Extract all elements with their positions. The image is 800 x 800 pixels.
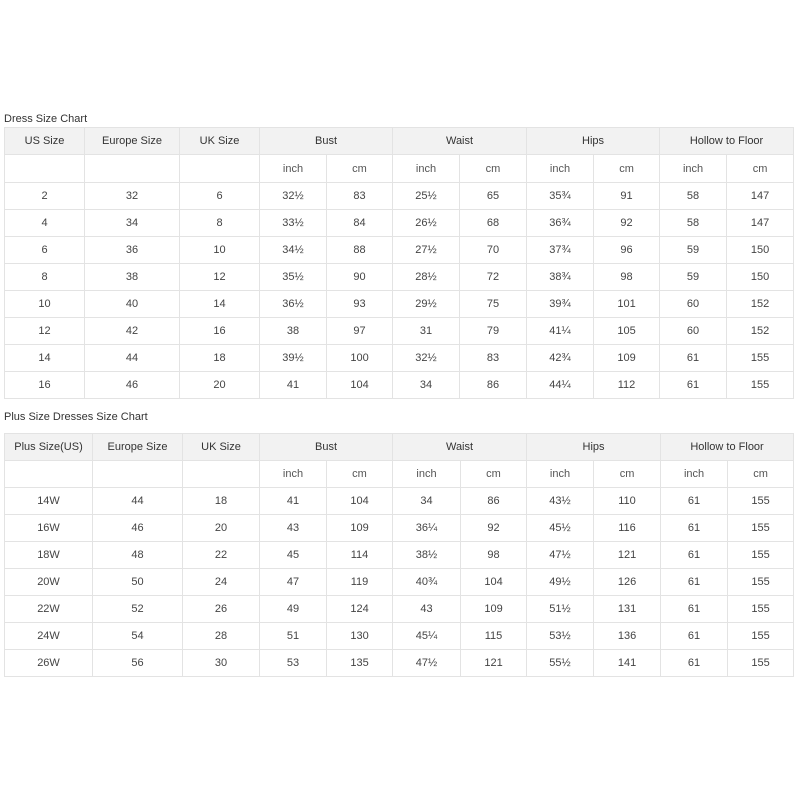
table-cell: 51	[260, 623, 327, 650]
table-row	[5, 650, 794, 677]
table-cell: 20	[180, 372, 260, 399]
table-cell: 38¾	[527, 264, 594, 291]
table-cell: 109	[327, 515, 393, 542]
table-header-row	[5, 128, 794, 155]
table-cell: 92	[594, 210, 660, 237]
table-cell: 32½	[260, 183, 327, 210]
table-cell: 155	[728, 488, 794, 515]
header-bust: Bust	[260, 128, 393, 155]
table-cell: 22	[183, 542, 260, 569]
table-cell: 47	[260, 569, 327, 596]
table-cell: 130	[327, 623, 393, 650]
unit-waist-inch: inch	[393, 155, 460, 183]
table-cell: 34	[85, 210, 180, 237]
table-cell: 22W	[5, 596, 93, 623]
table-cell: 47½	[393, 650, 461, 677]
plus-size-chart-title: Plus Size Dresses Size Chart	[4, 411, 148, 423]
header-hips: Hips	[527, 434, 661, 461]
header-hips: Hips	[527, 128, 660, 155]
table-cell: 93	[327, 291, 393, 318]
table-cell: 41	[260, 372, 327, 399]
header-waist: Waist	[393, 128, 527, 155]
unit-bust-inch: inch	[260, 461, 327, 488]
table-cell: 60	[660, 318, 727, 345]
table-cell: 147	[727, 210, 794, 237]
table-cell: 155	[728, 569, 794, 596]
table-cell: 104	[327, 488, 393, 515]
table-cell: 38	[85, 264, 180, 291]
table-cell: 86	[460, 372, 527, 399]
dress-size-chart-title: Dress Size Chart	[4, 113, 88, 125]
table-row	[5, 291, 794, 318]
table-cell: 131	[594, 596, 661, 623]
unit-floor-inch: inch	[660, 155, 727, 183]
table-row	[5, 345, 794, 372]
table-cell: 51½	[527, 596, 594, 623]
header-europe-size: Europe Size	[85, 128, 180, 155]
table-cell: 36¾	[527, 210, 594, 237]
table-cell: 112	[594, 372, 660, 399]
table-cell: 44	[93, 488, 183, 515]
table-cell: 83	[327, 183, 393, 210]
table-cell: 56	[93, 650, 183, 677]
empty-cell	[183, 461, 260, 488]
table-cell: 18	[183, 488, 260, 515]
table-cell: 28	[183, 623, 260, 650]
table-cell: 61	[661, 596, 728, 623]
table-cell: 49	[260, 596, 327, 623]
table-cell: 86	[461, 488, 527, 515]
table-cell: 16	[180, 318, 260, 345]
table-row	[5, 318, 794, 345]
table-row	[5, 264, 794, 291]
table-cell: 116	[594, 515, 661, 542]
table-cell: 12	[180, 264, 260, 291]
table-cell: 55½	[527, 650, 594, 677]
table-cell: 70	[460, 237, 527, 264]
table-cell: 45	[260, 542, 327, 569]
table-cell: 42¾	[527, 345, 594, 372]
table-unit-row	[5, 155, 794, 183]
table-cell: 2	[5, 183, 85, 210]
table-cell: 110	[594, 488, 661, 515]
table-cell: 155	[728, 596, 794, 623]
header-hollow-to-floor: Hollow to Floor	[661, 434, 794, 461]
table-cell: 36	[85, 237, 180, 264]
table-cell: 121	[461, 650, 527, 677]
table-cell: 46	[85, 372, 180, 399]
table-cell: 84	[327, 210, 393, 237]
table-row	[5, 237, 794, 264]
table-cell: 68	[460, 210, 527, 237]
table-cell: 53½	[527, 623, 594, 650]
table-row	[5, 488, 794, 515]
table-cell: 24	[183, 569, 260, 596]
table-cell: 83	[460, 345, 527, 372]
table-cell: 18W	[5, 542, 93, 569]
table-cell: 52	[93, 596, 183, 623]
table-row	[5, 596, 794, 623]
table-header-row	[5, 434, 794, 461]
table-cell: 92	[461, 515, 527, 542]
table-cell: 58	[660, 210, 727, 237]
table-cell: 61	[661, 623, 728, 650]
table-cell: 26W	[5, 650, 93, 677]
table-cell: 26	[183, 596, 260, 623]
table-cell: 54	[93, 623, 183, 650]
empty-cell	[180, 155, 260, 183]
table-cell: 14	[180, 291, 260, 318]
table-cell: 31	[393, 318, 460, 345]
table-cell: 152	[727, 291, 794, 318]
table-cell: 6	[180, 183, 260, 210]
table-cell: 20W	[5, 569, 93, 596]
table-cell: 18	[180, 345, 260, 372]
table-cell: 44	[85, 345, 180, 372]
table-row	[5, 542, 794, 569]
table-cell: 8	[5, 264, 85, 291]
table-cell: 61	[660, 345, 727, 372]
table-cell: 155	[728, 515, 794, 542]
table-cell: 104	[461, 569, 527, 596]
plus-size-table	[4, 433, 794, 677]
table-cell: 155	[727, 345, 794, 372]
table-cell: 114	[327, 542, 393, 569]
table-cell: 109	[594, 345, 660, 372]
unit-waist-cm: cm	[460, 155, 527, 183]
table-cell: 40¾	[393, 569, 461, 596]
table-cell: 98	[594, 264, 660, 291]
table-cell: 61	[661, 542, 728, 569]
header-bust: Bust	[260, 434, 393, 461]
table-row	[5, 210, 794, 237]
table-cell: 46	[93, 515, 183, 542]
table-cell: 16W	[5, 515, 93, 542]
table-cell: 14W	[5, 488, 93, 515]
table-cell: 36½	[260, 291, 327, 318]
table-cell: 38½	[393, 542, 461, 569]
table-cell: 33½	[260, 210, 327, 237]
table-cell: 29½	[393, 291, 460, 318]
table-cell: 44¼	[527, 372, 594, 399]
table-cell: 104	[327, 372, 393, 399]
table-cell: 150	[727, 264, 794, 291]
unit-hips-cm: cm	[594, 461, 661, 488]
header-us-size: US Size	[5, 128, 85, 155]
table-cell: 135	[327, 650, 393, 677]
table-cell: 136	[594, 623, 661, 650]
table-cell: 61	[661, 569, 728, 596]
table-cell: 10	[5, 291, 85, 318]
table-cell: 65	[460, 183, 527, 210]
table-cell: 119	[327, 569, 393, 596]
header-plus-size-us: Plus Size(US)	[5, 434, 93, 461]
table-cell: 14	[5, 345, 85, 372]
table-cell: 126	[594, 569, 661, 596]
table-row	[5, 515, 794, 542]
table-unit-row	[5, 461, 794, 488]
table-cell: 16	[5, 372, 85, 399]
table-cell: 121	[594, 542, 661, 569]
table-cell: 8	[180, 210, 260, 237]
table-cell: 49½	[527, 569, 594, 596]
table-cell: 72	[460, 264, 527, 291]
table-cell: 88	[327, 237, 393, 264]
table-cell: 45½	[527, 515, 594, 542]
table-cell: 60	[660, 291, 727, 318]
table-cell: 32	[85, 183, 180, 210]
table-cell: 34	[393, 372, 460, 399]
table-cell: 37¾	[527, 237, 594, 264]
table-cell: 61	[661, 488, 728, 515]
table-cell: 43½	[527, 488, 594, 515]
header-europe-size: Europe Size	[93, 434, 183, 461]
table-cell: 59	[660, 237, 727, 264]
dress-size-table	[4, 127, 794, 399]
table-cell: 152	[727, 318, 794, 345]
table-cell: 61	[660, 372, 727, 399]
table-row	[5, 372, 794, 399]
table-cell: 12	[5, 318, 85, 345]
table-cell: 109	[461, 596, 527, 623]
table-cell: 32½	[393, 345, 460, 372]
table-row	[5, 183, 794, 210]
table-cell: 48	[93, 542, 183, 569]
table-cell: 59	[660, 264, 727, 291]
table-cell: 47½	[527, 542, 594, 569]
unit-waist-inch: inch	[393, 461, 461, 488]
table-cell: 79	[460, 318, 527, 345]
table-cell: 39½	[260, 345, 327, 372]
table-cell: 40	[85, 291, 180, 318]
table-cell: 4	[5, 210, 85, 237]
table-cell: 155	[728, 623, 794, 650]
table-cell: 41	[260, 488, 327, 515]
header-waist: Waist	[393, 434, 527, 461]
header-uk-size: UK Size	[180, 128, 260, 155]
table-cell: 24W	[5, 623, 93, 650]
table-cell: 97	[327, 318, 393, 345]
table-cell: 20	[183, 515, 260, 542]
empty-cell	[85, 155, 180, 183]
table-cell: 42	[85, 318, 180, 345]
table-cell: 41¼	[527, 318, 594, 345]
unit-floor-inch: inch	[661, 461, 728, 488]
table-cell: 34½	[260, 237, 327, 264]
header-hollow-to-floor: Hollow to Floor	[660, 128, 794, 155]
empty-cell	[5, 461, 93, 488]
table-cell: 96	[594, 237, 660, 264]
unit-floor-cm: cm	[728, 461, 794, 488]
table-cell: 75	[460, 291, 527, 318]
table-cell: 43	[393, 596, 461, 623]
table-cell: 147	[727, 183, 794, 210]
table-cell: 27½	[393, 237, 460, 264]
table-cell: 26½	[393, 210, 460, 237]
table-cell: 50	[93, 569, 183, 596]
table-cell: 35½	[260, 264, 327, 291]
table-cell: 124	[327, 596, 393, 623]
table-cell: 91	[594, 183, 660, 210]
table-cell: 98	[461, 542, 527, 569]
table-cell: 155	[728, 542, 794, 569]
table-cell: 6	[5, 237, 85, 264]
table-cell: 39¾	[527, 291, 594, 318]
table-cell: 43	[260, 515, 327, 542]
table-cell: 45¼	[393, 623, 461, 650]
table-cell: 28½	[393, 264, 460, 291]
table-cell: 90	[327, 264, 393, 291]
empty-cell	[93, 461, 183, 488]
table-row	[5, 569, 794, 596]
unit-bust-inch: inch	[260, 155, 327, 183]
table-cell: 53	[260, 650, 327, 677]
table-cell: 141	[594, 650, 661, 677]
table-cell: 61	[661, 515, 728, 542]
table-cell: 115	[461, 623, 527, 650]
table-cell: 10	[180, 237, 260, 264]
table-row	[5, 623, 794, 650]
table-cell: 35¾	[527, 183, 594, 210]
unit-waist-cm: cm	[461, 461, 527, 488]
unit-bust-cm: cm	[327, 155, 393, 183]
unit-floor-cm: cm	[727, 155, 794, 183]
table-cell: 36¼	[393, 515, 461, 542]
table-cell: 30	[183, 650, 260, 677]
table-cell: 155	[728, 650, 794, 677]
table-cell: 58	[660, 183, 727, 210]
unit-bust-cm: cm	[327, 461, 393, 488]
table-cell: 100	[327, 345, 393, 372]
table-cell: 150	[727, 237, 794, 264]
table-cell: 25½	[393, 183, 460, 210]
header-uk-size: UK Size	[183, 434, 260, 461]
unit-hips-inch: inch	[527, 155, 594, 183]
empty-cell	[5, 155, 85, 183]
unit-hips-inch: inch	[527, 461, 594, 488]
table-cell: 38	[260, 318, 327, 345]
table-cell: 105	[594, 318, 660, 345]
table-cell: 61	[661, 650, 728, 677]
table-cell: 155	[727, 372, 794, 399]
unit-hips-cm: cm	[594, 155, 660, 183]
table-cell: 34	[393, 488, 461, 515]
table-cell: 101	[594, 291, 660, 318]
